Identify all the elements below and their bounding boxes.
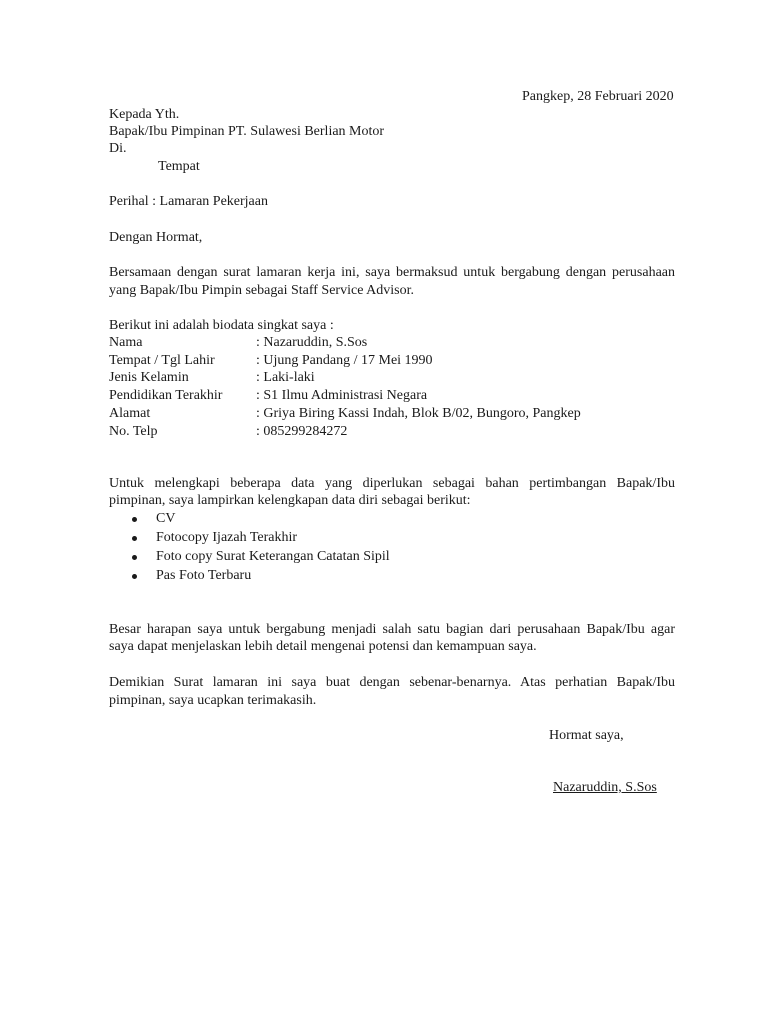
recipient-line-4: Tempat: [158, 159, 200, 174]
biodata-label: Jenis Kelamin: [109, 370, 189, 385]
closing-salutation: Hormat saya,: [549, 728, 624, 743]
biodata-intro: Berikut ini adalah biodata singkat saya :: [109, 318, 334, 333]
recipient-line-2: Bapak/Ibu Pimpinan PT. Sulawesi Berlian Motor: [109, 124, 385, 139]
bullet-icon: [132, 517, 137, 522]
biodata-label: Tempat / Tgl Lahir: [109, 353, 215, 368]
biodata-value: : Ujung Pandang / 17 Mei 1990: [256, 353, 433, 368]
biodata-value: : Nazaruddin, S.Sos: [256, 335, 368, 350]
attachment-item: Foto copy Surat Keterangan Catatan Sipil: [156, 549, 390, 564]
bullet-icon: [132, 555, 137, 560]
biodata-label: Pendidikan Terakhir: [109, 388, 223, 403]
place-date: Pangkep, 28 Februari 2020: [522, 89, 674, 104]
biodata-value: : 085299284272: [256, 424, 348, 439]
biodata-value: : Griya Biring Kassi Indah, Blok B/02, Bungoro, Pangkep: [256, 406, 581, 421]
greeting: Dengan Hormat,: [109, 230, 203, 245]
recipient-line-1: Kepada Yth.: [109, 107, 180, 122]
hope-line-1: Besar harapan saya untuk bergabung menjadi salah satu bagian dari perusahaan Bapak/Ibu agar: [109, 622, 675, 637]
attachment-item: Fotocopy Ijazah Terakhir: [156, 530, 298, 545]
intro-line-2: yang Bapak/Ibu Pimpin sebagai Staff Service Advisor.: [109, 283, 414, 298]
attachment-item: Pas Foto Terbaru: [156, 568, 252, 583]
attachments-intro-line-1: Untuk melengkapi beberapa data yang diperlukan sebagai bahan pertimbangan Bapak/Ibu: [109, 476, 675, 491]
biodata-label: Nama: [109, 335, 143, 350]
closing-paragraph-line-1: Demikian Surat lamaran ini saya buat dengan sebenar-benarnya. Atas perhatian Bapak/Ibu: [109, 675, 675, 690]
bullet-icon: [132, 536, 137, 541]
subject-line: Perihal : Lamaran Pekerjaan: [109, 194, 268, 209]
hope-line-2: saya dapat menjelaskan lebih detail mengenai potensi dan kemampuan saya.: [109, 639, 537, 654]
biodata-label: Alamat: [109, 406, 151, 421]
intro-line-1: Bersamaan dengan surat lamaran kerja ini, saya bermaksud untuk bergabung dengan perusahaan: [109, 265, 675, 280]
bullet-icon: [132, 574, 137, 579]
signature-name: Nazaruddin, S.Sos: [553, 780, 657, 795]
biodata-value: : Laki-laki: [256, 370, 315, 385]
attachments-intro-line-2: pimpinan, saya lampirkan kelengkapan data diri sebagai berikut:: [109, 493, 471, 508]
attachment-item: CV: [156, 511, 176, 526]
recipient-line-3: Di.: [109, 141, 127, 156]
closing-paragraph-line-2: pimpinan, saya ucapkan terimakasih.: [109, 693, 317, 708]
biodata-value: : S1 Ilmu Administrasi Negara: [256, 388, 428, 403]
biodata-label: No. Telp: [109, 424, 158, 439]
